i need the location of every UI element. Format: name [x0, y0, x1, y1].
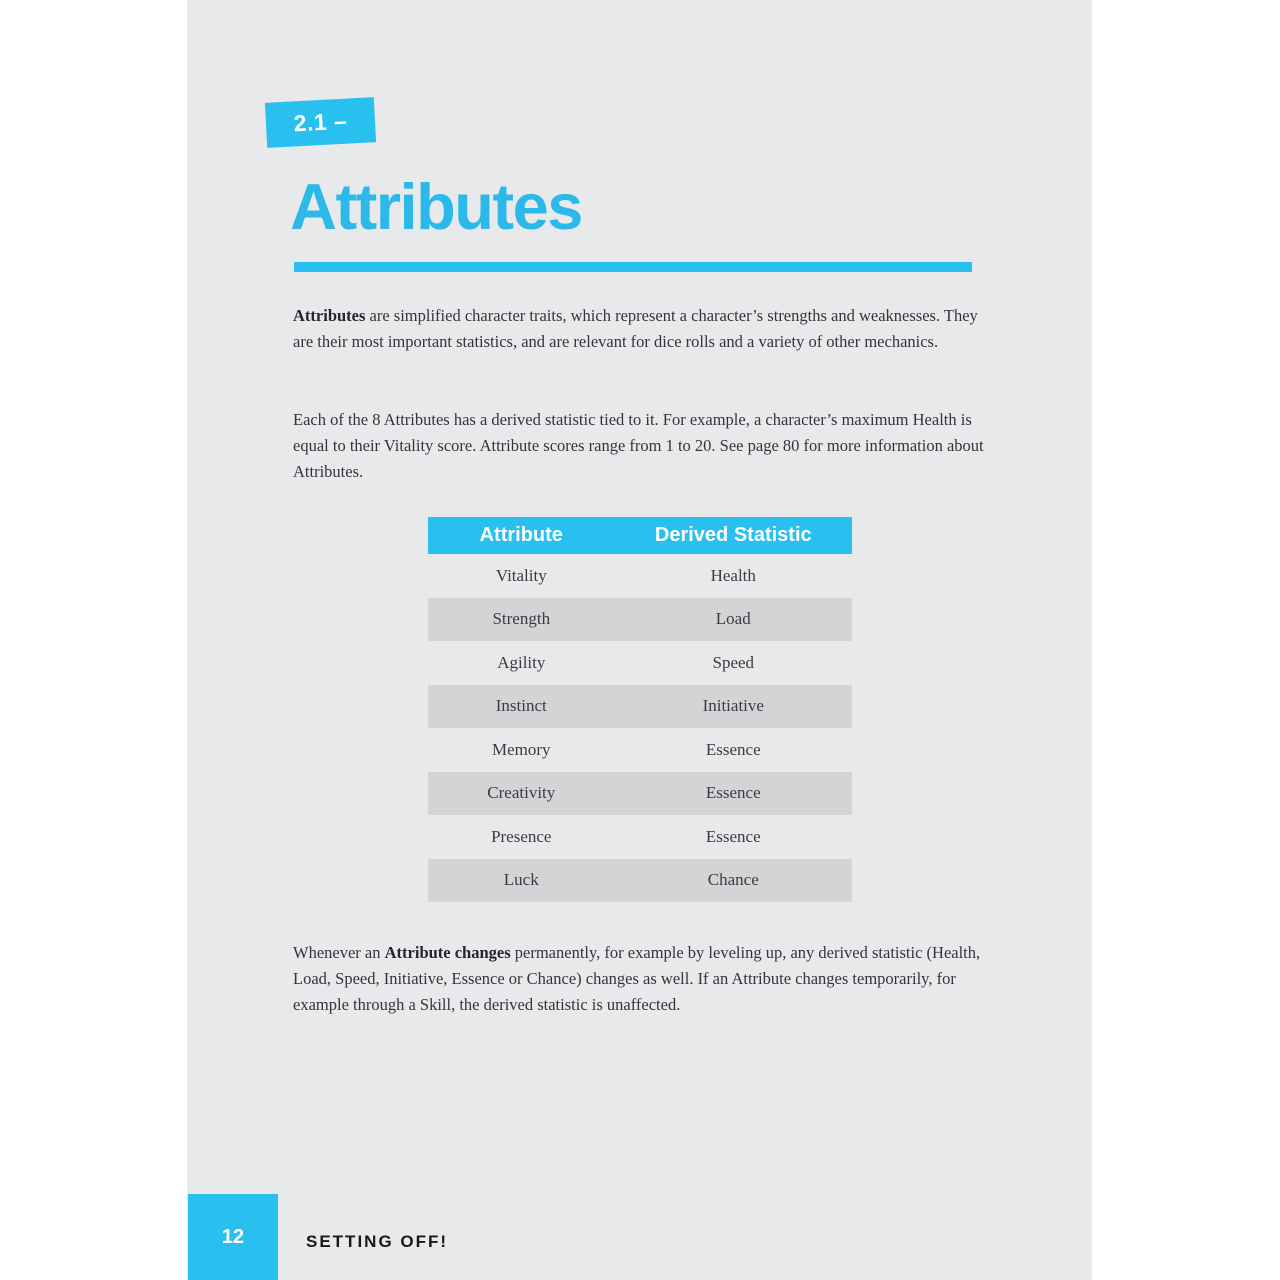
book-page [187, 0, 1092, 1280]
bold-attribute-changes: Attribute changes [384, 943, 511, 962]
table-cell: Initiative [702, 696, 764, 716]
page-number-badge [188, 1194, 278, 1280]
section-number-badge [265, 97, 376, 148]
attribute-table-header [428, 517, 852, 554]
page-title: Attributes [290, 170, 582, 243]
bold-attributes: Attributes [293, 306, 366, 325]
table-cell: Luck [503, 870, 539, 890]
paragraph-changes-text: permanently, for example by leveling up, any derived statistic (Health, Load, Speed, Initiative, Essence or Chance) changes as well. If an Attribute changes temporarily, for example through a Skill, the derived statistic is unaffected. [293, 943, 981, 1014]
table-cell: Vitality [495, 565, 547, 585]
paragraph-changes-prefix: Whenever an [293, 943, 385, 962]
paragraph-intro [293, 303, 993, 355]
header-derived-statistic: Derived Statistic [654, 524, 812, 546]
table-cell: Essence [705, 783, 761, 803]
section-number: 2.1 – [293, 107, 348, 137]
table-cell: Creativity [487, 783, 556, 803]
table-cell: Strength [492, 609, 551, 629]
paragraph-derived: Each of the 8 Attributes has a derived statistic tied to it. For example, a character’s maximum Health is equal to their Vitality score. Attribute scores range from 1 to 20. See page 80 for more information about Attributes. [293, 410, 984, 481]
chapter-footer-title: SETTING OFF! [306, 1232, 449, 1251]
table-cell: Instinct [495, 696, 547, 716]
table-cell: Presence [491, 826, 552, 846]
table-row [428, 728, 852, 772]
attribute-table [428, 517, 852, 902]
table-row [428, 598, 852, 642]
table-cell: Speed [712, 652, 755, 672]
attribute-table-body [428, 554, 852, 902]
table-row [428, 685, 852, 729]
table-cell: Chance [707, 870, 759, 890]
table-cell: Essence [705, 739, 761, 759]
table-row [428, 554, 852, 598]
table-cell: Agility [497, 652, 546, 672]
table-row [428, 815, 852, 859]
paragraph-changes [293, 940, 993, 1018]
header-attribute: Attribute [479, 524, 563, 546]
table-row [428, 641, 852, 685]
table-cell: Memory [492, 739, 551, 759]
paragraph-intro-text: are simplified character traits, which represent a character’s strengths and weaknesses. They are their most important statistics, and are relevant for dice rolls and a variety of other mechanics. [293, 306, 978, 351]
table-cell: Load [715, 609, 751, 629]
page-number: 12 [221, 1225, 245, 1248]
table-row [428, 859, 852, 903]
title-underline-rule [294, 262, 972, 272]
table-row [428, 772, 852, 816]
table-cell: Essence [705, 826, 761, 846]
table-cell: Health [710, 565, 756, 585]
